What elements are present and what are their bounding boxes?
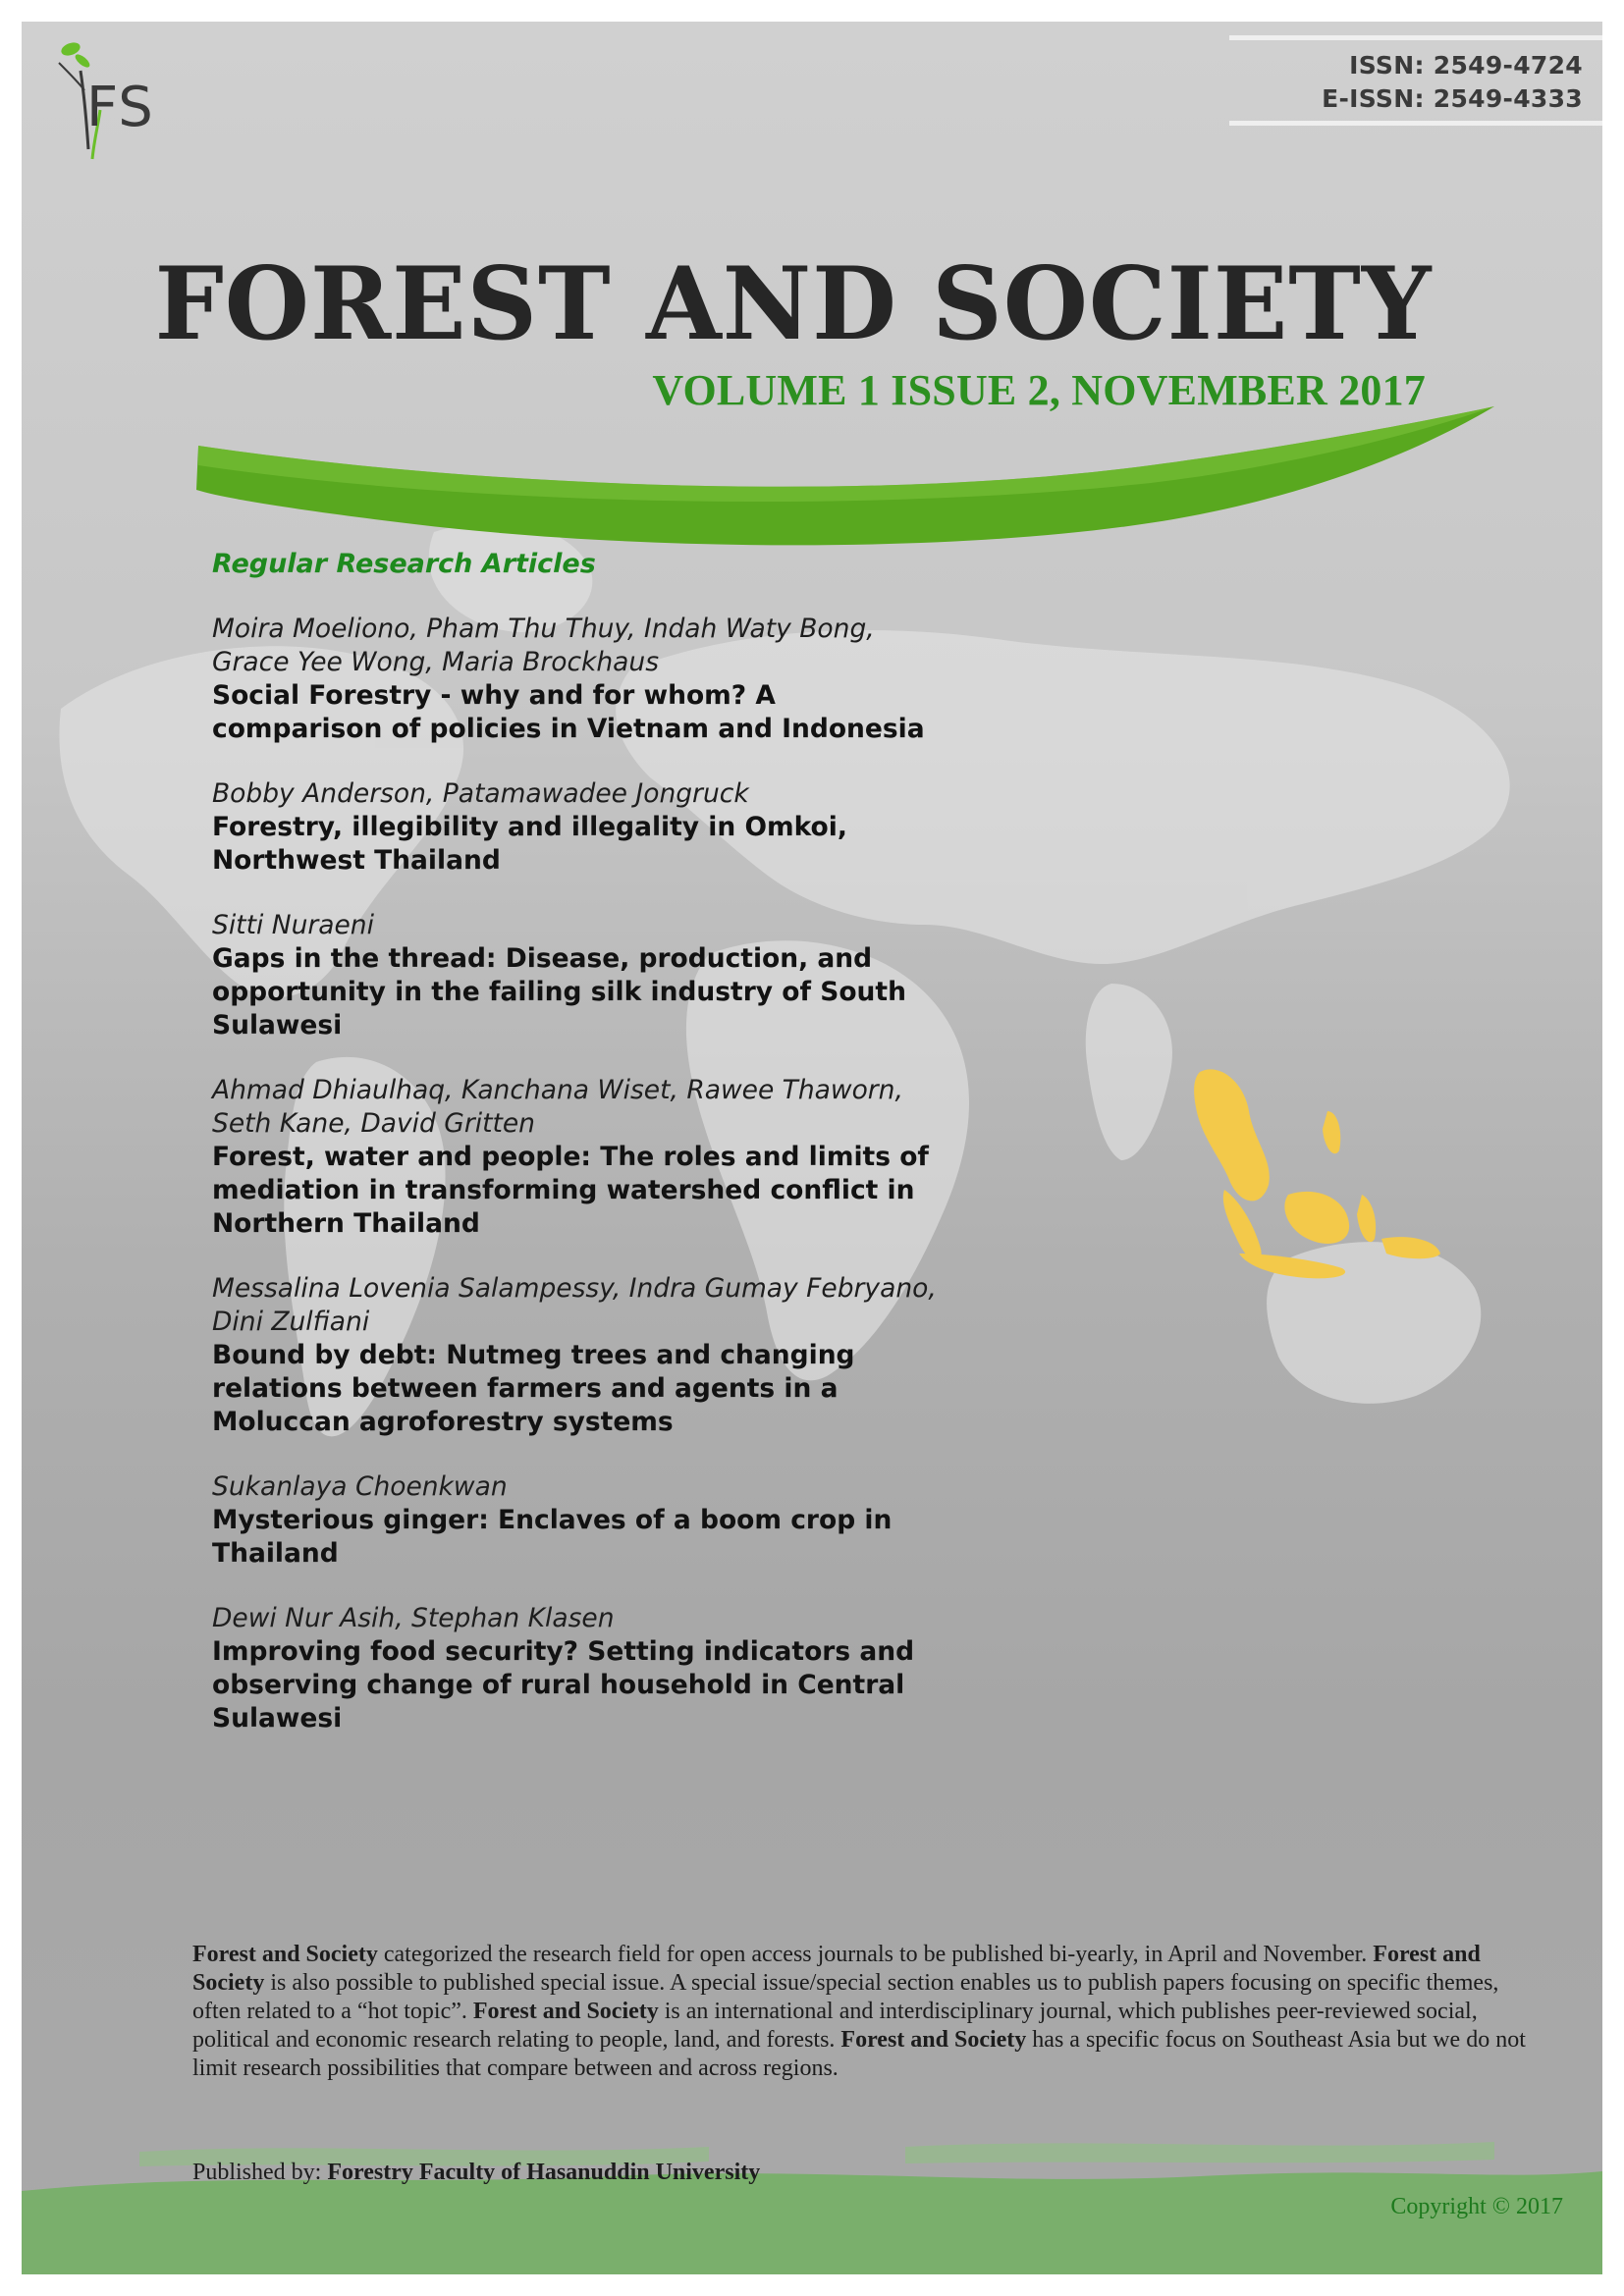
description-text: categorized the research field for open access journals to be published bi-yearly, in April and November. [377, 1942, 1374, 1967]
article-item [212, 1272, 1056, 1439]
logo-text: FS [86, 76, 154, 139]
journal-name: Forest and Society [192, 1942, 1481, 1996]
issn-top-rule [1229, 35, 1602, 40]
copyright-notice: Copyright © 2017 [1390, 2194, 1563, 2219]
article-list [212, 548, 1056, 1767]
article-authors: Bobby Anderson, Patamawadee Jongruck [212, 778, 749, 809]
article-title[interactable]: Mysterious ginger: Enclaves of a boom crop in Thailand [212, 1505, 893, 1569]
green-swoosh-decoration [169, 406, 1504, 559]
section-heading: Regular Research Articles [212, 549, 596, 579]
article-authors: Sukanlaya Choenkwan [212, 1471, 508, 1502]
description-text: is an international and interdisciplinary journal, which publishes peer-reviewed social, political and economic research relating to people, land, and forests. [192, 1999, 1478, 2053]
article-authors: Sitti Nuraeni [212, 910, 374, 940]
article-title[interactable]: Improving food security? Setting indicators and observing change of rural household in Central Sulawesi [212, 1636, 915, 1734]
description-text: has a specific focus on Southeast Asia but we do not limit research possibilities that compare between and across regions. [192, 2027, 1526, 2081]
southeast-asia-highlight [1194, 1069, 1440, 1278]
article-title[interactable]: Social Forestry - why and for whom? A comparison of policies in Vietnam and Indonesia [212, 680, 925, 744]
article-item [212, 1602, 1056, 1735]
issn-block [1288, 49, 1583, 116]
article-authors: Moira Moeliono, Pham Thu Thuy, Indah Waty Bong, Grace Yee Wong, Maria Brockhaus [212, 614, 875, 677]
article-title[interactable]: Gaps in the thread: Disease, production, and opportunity in the failing silk industry of South Sulawesi [212, 943, 906, 1041]
issn-bottom-rule [1229, 121, 1602, 126]
article-item [212, 909, 1056, 1042]
article-item [212, 613, 1056, 746]
article-item [212, 777, 1056, 878]
journal-cover [22, 22, 1602, 2274]
journal-name: Forest and Society [840, 2027, 1027, 2053]
journal-name: Forest and Society [472, 1999, 659, 2024]
article-authors: Dewi Nur Asih, Stephan Klasen [212, 1603, 615, 1633]
journal-name: Forest and Society [192, 1942, 378, 1967]
journal-title: FOREST AND SOCIETY [154, 245, 1433, 363]
article-authors: Messalina Lovenia Salampessy, Indra Gumay Febryano, Dini Zulfiani [212, 1273, 937, 1337]
publisher-line [192, 2160, 760, 2186]
article-title[interactable]: Forest, water and people: The roles and limits of mediation in transforming watershed conflict in Northern Thailand [212, 1142, 929, 1239]
issn-print: ISSN: 2549-4724 [1349, 51, 1583, 80]
article-authors: Ahmad Dhiaulhaq, Kanchana Wiset, Rawee Thaworn, Seth Kane, David Gritten [212, 1075, 903, 1139]
article-item [212, 1074, 1056, 1241]
article-item [212, 1470, 1056, 1571]
article-title[interactable]: Bound by debt: Nutmeg trees and changing relations between farmers and agents in a Moluccan agroforestry systems [212, 1340, 855, 1437]
publisher-name: Forestry Faculty of Hasanuddin University [327, 2160, 761, 2185]
publisher-label: Published by: [192, 2160, 328, 2185]
article-title[interactable]: Forestry, illegibility and illegality in Omkoi, Northwest Thailand [212, 812, 847, 876]
description-text: is also possible to published special issue. A special issue/special section enables us to publish papers focusing on specific themes, often related to a “hot topic”. [192, 1970, 1499, 2024]
volume-issue-line: VOLUME 1 ISSUE 2, NOVEMBER 2017 [652, 366, 1426, 414]
journal-description [192, 1941, 1547, 2083]
issn-electronic: E-ISSN: 2549-4333 [1322, 84, 1583, 113]
